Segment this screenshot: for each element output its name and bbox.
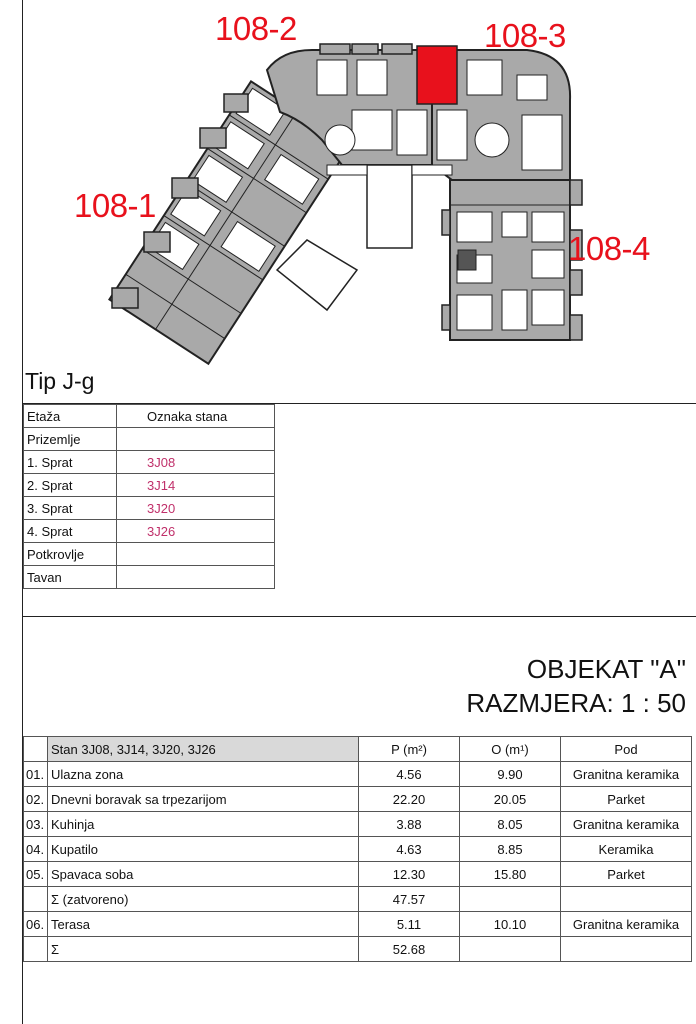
room-area: 4.63 — [359, 837, 460, 862]
objekat-title: OBJEKAT "A" — [526, 654, 686, 684]
room-name: Spavaca soba — [48, 862, 359, 887]
wing-label-108-1: 108-1 — [74, 187, 156, 224]
room-table-header — [24, 737, 692, 762]
room-num: 01. — [24, 762, 48, 787]
floor-row — [24, 474, 275, 497]
room-perimeter: 15.80 — [460, 862, 561, 887]
room-row — [24, 762, 692, 787]
total-row — [24, 937, 692, 962]
room-area: 12.30 — [359, 862, 460, 887]
room-name: Ulazna zona — [48, 762, 359, 787]
floor-name: 1. Sprat — [24, 451, 117, 474]
room-area: 3.88 — [359, 812, 460, 837]
header-num — [24, 737, 48, 762]
room-num: 02. — [24, 787, 48, 812]
room-row — [24, 812, 692, 837]
unit-code — [117, 566, 275, 589]
room-row — [24, 912, 692, 937]
room-floor: Parket — [561, 787, 692, 812]
room-perimeter: 9.90 — [460, 762, 561, 787]
room-name: Kupatilo — [48, 837, 359, 862]
floor-table-header — [24, 405, 275, 428]
floor-row — [24, 428, 275, 451]
unit-code: 3J20 — [117, 497, 275, 520]
floor-name: Potkrovlje — [24, 543, 117, 566]
unit-code — [117, 543, 275, 566]
floor-name: 3. Sprat — [24, 497, 117, 520]
floor-plan — [22, 0, 696, 404]
apartment-type-title: Tip J-g — [25, 368, 95, 394]
room-num: 05. — [24, 862, 48, 887]
room-floor: Parket — [561, 862, 692, 887]
wing-label-108-3: 108-3 — [484, 17, 566, 54]
unit-code: 3J08 — [117, 451, 275, 474]
room-floor: Granitna keramika — [561, 912, 692, 937]
room-num — [24, 937, 48, 962]
floor-row — [24, 543, 275, 566]
highlighted-apartment — [417, 46, 457, 104]
header-area: P (m²) — [359, 737, 460, 762]
room-name: Kuhinja — [48, 812, 359, 837]
section-divider — [22, 616, 696, 617]
room-area: 4.56 — [359, 762, 460, 787]
header-stan: Stan 3J08, 3J14, 3J20, 3J26 — [48, 737, 359, 762]
floor-row — [24, 520, 275, 543]
room-floor: Granitna keramika — [561, 762, 692, 787]
floor-name: 2. Sprat — [24, 474, 117, 497]
wing-label-108-4: 108-4 — [568, 230, 650, 267]
header-perimeter: O (m¹) — [460, 737, 561, 762]
room-floor — [561, 887, 692, 912]
unit-code: 3J26 — [117, 520, 275, 543]
room-row — [24, 787, 692, 812]
room-area: 22.20 — [359, 787, 460, 812]
room-perimeter: 8.05 — [460, 812, 561, 837]
header-floor-finish: Pod — [561, 737, 692, 762]
room-num: 06. — [24, 912, 48, 937]
floor-row — [24, 451, 275, 474]
room-area: 47.57 — [359, 887, 460, 912]
room-name: Σ (zatvoreno) — [48, 887, 359, 912]
room-name: Terasa — [48, 912, 359, 937]
subtotal-row — [24, 887, 692, 912]
floor-row — [24, 566, 275, 589]
room-area: 5.11 — [359, 912, 460, 937]
room-perimeter: 20.05 — [460, 787, 561, 812]
room-num — [24, 887, 48, 912]
room-table — [23, 736, 692, 962]
header-etaza: Etaža — [24, 405, 117, 428]
room-name: Σ — [48, 937, 359, 962]
header-oznaka: Oznaka stana — [117, 405, 275, 428]
room-num: 04. — [24, 837, 48, 862]
floor-row — [24, 497, 275, 520]
room-floor: Granitna keramika — [561, 812, 692, 837]
floor-name: 4. Sprat — [24, 520, 117, 543]
floor-name: Prizemlje — [24, 428, 117, 451]
floor-table — [23, 404, 275, 589]
unit-code: 3J14 — [117, 474, 275, 497]
room-num: 03. — [24, 812, 48, 837]
floor-name: Tavan — [24, 566, 117, 589]
unit-code — [117, 428, 275, 451]
room-area: 52.68 — [359, 937, 460, 962]
room-name: Dnevni boravak sa trpezarijom — [48, 787, 359, 812]
room-floor: Keramika — [561, 837, 692, 862]
room-perimeter: 10.10 — [460, 912, 561, 937]
room-perimeter — [460, 937, 561, 962]
wing-label-108-2: 108-2 — [215, 10, 297, 47]
room-row — [24, 862, 692, 887]
room-perimeter — [460, 887, 561, 912]
room-perimeter: 8.85 — [460, 837, 561, 862]
title-block — [466, 652, 686, 720]
scale-label: RAZMJERA: 1 : 50 — [466, 688, 686, 718]
room-row — [24, 837, 692, 862]
room-floor — [561, 937, 692, 962]
